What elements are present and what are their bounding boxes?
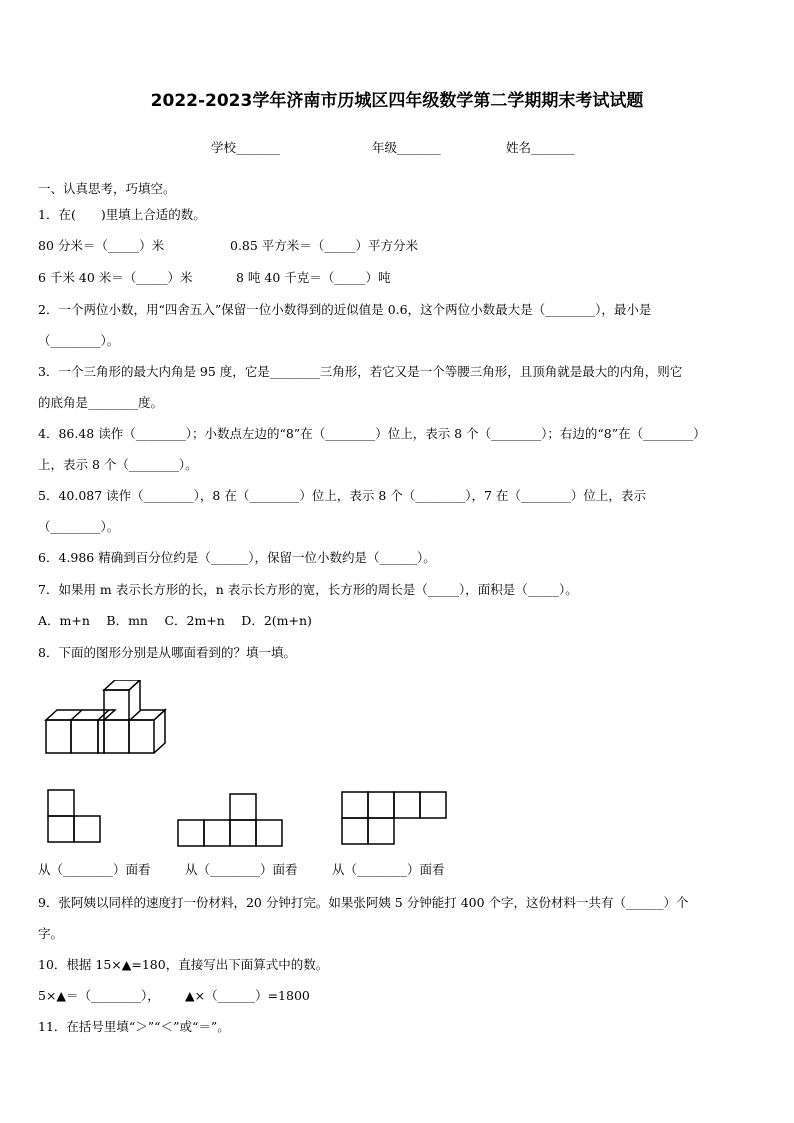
grade-field[interactable]: 年级_______ <box>372 140 441 155</box>
view-figure-2 <box>176 792 286 848</box>
q10-expr1: 5×▲＝（________）， <box>38 988 160 1003</box>
q7-options: A．m+n B．mn C．2m+n D．2(m+n) <box>38 613 312 628</box>
name-field[interactable]: 姓名_______ <box>506 140 575 155</box>
q8-stem: 8．下面的图形分别是从哪面看到的？填一填。 <box>38 645 296 660</box>
view-label-1: 从（________）面看 <box>38 862 151 877</box>
q2-line2: （________）。 <box>38 333 120 348</box>
page-title: 2022-2023学年济南市历城区四年级数学第二学期期末考试试题 <box>150 91 644 111</box>
q7-stem: 7．如果用 m 表示长方形的长，n 表示长方形的宽，长方形的周长是（_____），面积是（_____）。 <box>38 582 578 597</box>
q11: 11．在括号里填“＞”“＜”或“＝”。 <box>38 1019 230 1034</box>
q9-line2: 字。 <box>38 926 64 941</box>
q10-expr2: ▲×（______）=1800 <box>185 988 310 1003</box>
q1-b: 0.85 平方米＝（_____）平方分米 <box>230 238 419 253</box>
q4-line1: 4．86.48 读作（________）；小数点左边的“8”在（________）位上，表示 8 个（________）；右边的“8”在（________） <box>38 426 706 441</box>
view-label-3: 从（________）面看 <box>332 862 445 877</box>
q5-line1: 5．40.087 读作（________），8 在（________）位上，表示 8 个（________），7 在（________）位上，表示 <box>38 488 646 503</box>
q9-line1: 9．张阿姨以同样的速度打一份材料，20 分钟打完。如果张阿姨 5 分钟能打 400 个字，这份材料一共有（______）个 <box>38 895 689 910</box>
view-figure-1 <box>44 788 106 846</box>
q5-line2: （________）。 <box>38 519 120 534</box>
section-heading: 一、认真思考，巧填空。 <box>38 181 176 196</box>
q4-line2: 上，表示 8 个（________）。 <box>38 457 198 472</box>
q10-stem: 10．根据 15×▲=180，直接写出下面算式中的数。 <box>38 957 329 972</box>
q2-line1: 2．一个两位小数，用“四舍五入”保留一位小数得到的近似值是 0.6，这个两位小数最大是（________），最小是 <box>38 302 652 317</box>
view-label-2: 从（________）面看 <box>185 862 298 877</box>
q1-stem: 1．在( )里填上合适的数。 <box>38 207 206 222</box>
cube-stack-figure <box>40 680 170 758</box>
school-field[interactable]: 学校_______ <box>211 140 280 155</box>
q3-line2: 的底角是________度。 <box>38 395 164 410</box>
q3-line1: 3．一个三角形的最大内角是 95 度，它是________三角形，若它又是一个等腰三角形，且顶角就是最大的内角，则它 <box>38 364 683 379</box>
q1-a: 80 分米＝（_____）米 <box>38 238 165 253</box>
q6: 6．4.986 精确到百分位约是（______），保留一位小数约是（______）。 <box>38 550 436 565</box>
q1-d: 8 吨 40 千克＝（_____）吨 <box>236 270 391 285</box>
view-figure-3 <box>338 790 450 848</box>
q1-c: 6 千米 40 米＝（_____）米 <box>38 270 193 285</box>
